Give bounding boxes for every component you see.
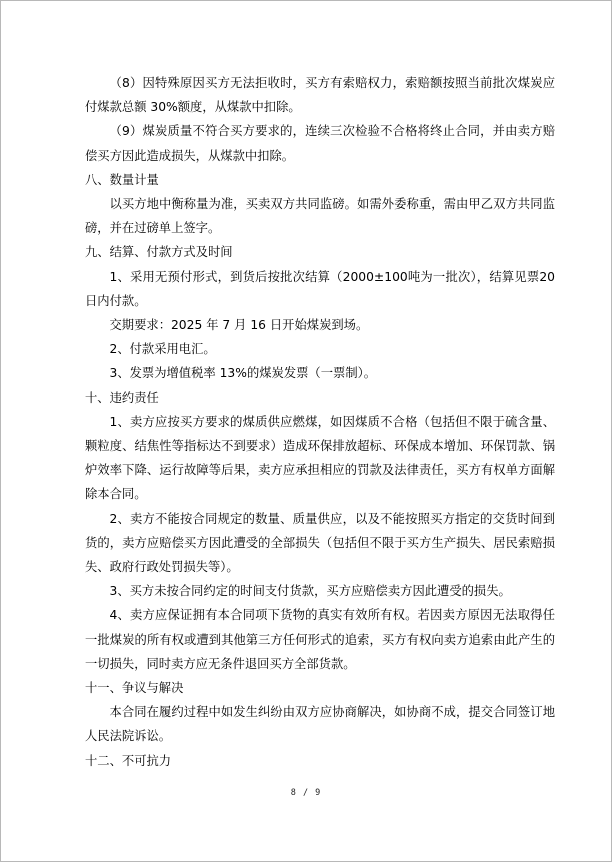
clause-paragraph: （8）因特殊原因买方无法拒收时，买方有索赔权力，索赔额按照当前批次煤炭应付煤款总额 30%额度，从煤款中扣除。 [85,76,555,115]
page-number: 8 / 9 [290,788,322,798]
section-heading-quantity: 八、数量计量 [85,172,159,187]
clause-paragraph: （9）煤炭质量不符合买方要求的，连续三次检验不合格将终止合同，并由卖方赔偿买方因此造成损失，从煤款中扣除。 [85,124,555,163]
section-heading-settlement: 九、结算、付款方式及时间 [85,245,233,260]
clause-paragraph: 1、卖方应按买方要求的煤质供应燃煤，如因煤质不合格（包括但不限于硫含量、颗粒度、结焦性等指标达不到要求）造成环保排放超标、环保成本增加、环保罚款、锅炉效率下降、运行故障等后果，卖方应承担相应的罚款及法律责任，买方有权单方面解除本合同。 [85,414,555,502]
section-heading-force-majeure: 十二、不可抗力 [85,753,172,768]
clause-paragraph: 本合同在履约过程中如发生纠纷由双方应协商解决，如协商不成，提交合同签订地人民法院诉讼。 [85,705,555,744]
clause-paragraph: 2、卖方不能按合同规定的数量、质量供应，以及不能按照买方指定的交货时间到货的，卖方应赔偿买方因此遭受的全部损失（包括但不限于买方生产损失、居民索赔损失、政府行政处罚损失等）。 [85,511,555,575]
clause-paragraph: 交期要求：2025 年 7 月 16 日开始煤炭到场。 [109,318,369,333]
clause-paragraph: 2、付款采用电汇。 [109,342,216,357]
clause-paragraph: 以买方地中衡称量为准，买卖双方共同监磅。如需外委称重，需由甲乙双方共同监磅，并在过磅单上签字。 [85,197,555,236]
clause-paragraph: 3、买方未按合同约定的时间支付货款，买方应赔偿卖方因此遭受的损失。 [109,584,511,599]
clause-paragraph: 3、发票为增值税率 13%的煤炭发票（一票制）。 [109,366,377,381]
clause-paragraph: 4、卖方应保证拥有本合同项下货物的真实有效所有权。若因卖方原因无法取得任一批煤炭的所有权或遭到其他第三方任何形式的追索，买方有权向卖方追索由此产生的一切损失，同时卖方应无条件退回买方全部货款。 [85,608,555,671]
section-heading-disputes: 十一、争议与解决 [85,681,184,696]
section-heading-liability: 十、违约责任 [85,390,159,405]
page-content [85,71,555,773]
clause-paragraph: 1、采用无预付形式，到货后按批次结算（2000±100吨为一批次），结算见票20日内付款。 [85,269,555,308]
